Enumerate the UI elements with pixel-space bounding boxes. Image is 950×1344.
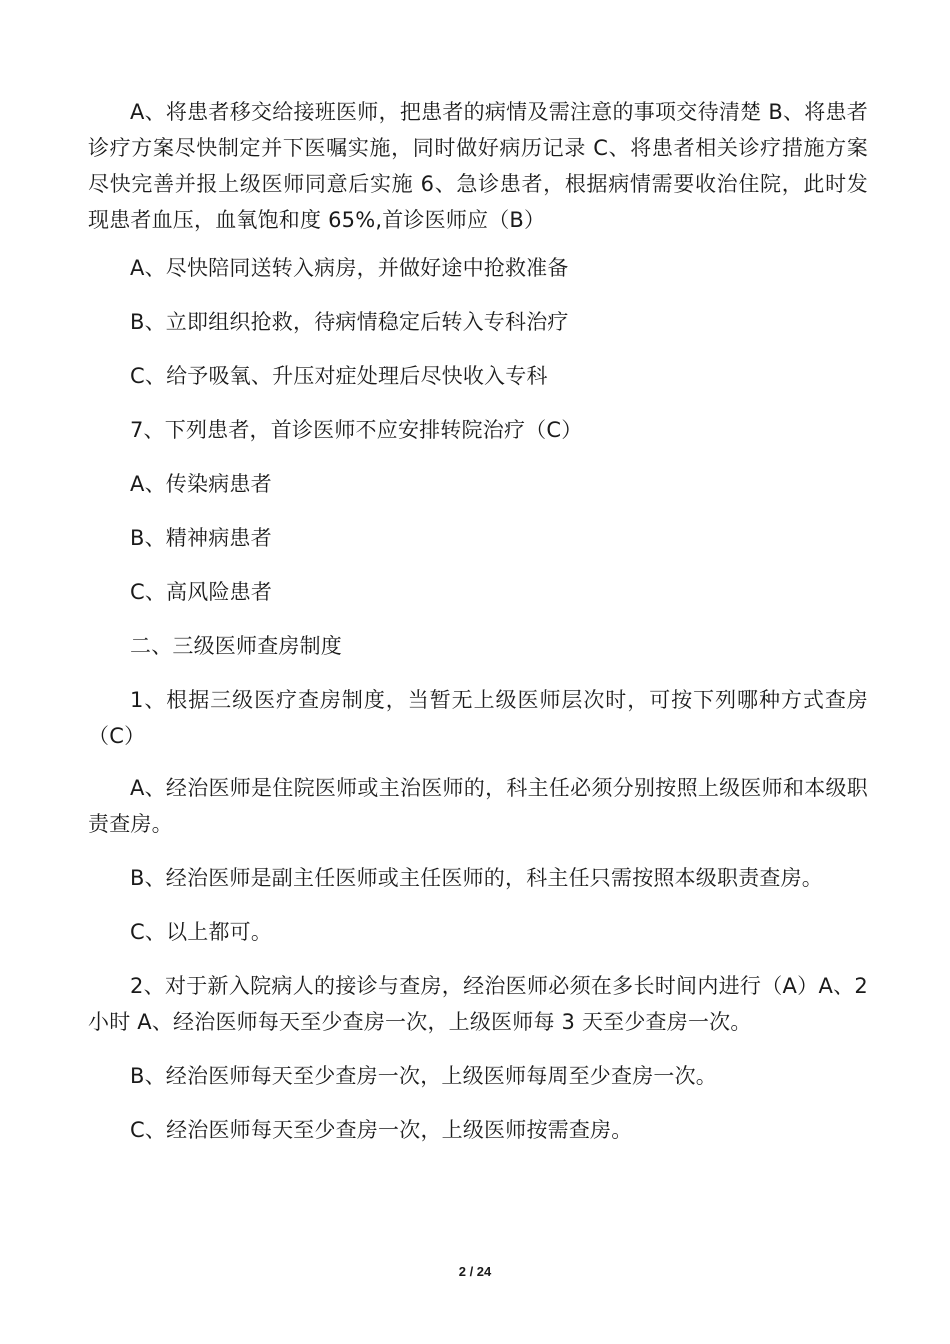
option-c: C、给予吸氧、升压对症处理后尽快收入专科 <box>130 364 548 388</box>
option-a: A、传染病患者 <box>130 472 272 496</box>
page-number: 2 / 24 <box>458 1264 492 1279</box>
option-a: A、经治医师是住院医师或主治医师的，科主任必须分别按照上级医师和本级职责查房。 <box>88 776 868 836</box>
question-1: 1、根据三级医疗查房制度，当暂无上级医师层次时，可按下列哪种方式查房（C） <box>88 688 868 748</box>
paragraph-q5-options-q6: A、将患者移交给接班医师，把患者的病情及需注意的事项交待清楚 B、将患者诊疗方案尽快制定并下医嘱实施，同时做好病历记录 C、将患者相关诊疗措施方案尽快完善并报上级医师同意后实施 6、急诊患者，根据病情需要收治住院，此时发现患者血压，血氧饱和度 65%,首诊医师应（B） <box>88 100 868 232</box>
option-b: B、立即组织抢救，待病情稳定后转入专科治疗 <box>130 310 569 334</box>
option-c: C、高风险患者 <box>130 580 273 604</box>
option-c: C、以上都可。 <box>130 920 273 944</box>
option-b: B、经治医师是副主任医师或主任医师的，科主任只需按照本级职责查房。 <box>130 866 824 890</box>
question-2: 2、对于新入院病人的接诊与查房，经治医师必须在多长时间内进行（A）A、2 小时 A、经治医师每天至少查房一次，上级医师每 3 天至少查房一次。 <box>88 974 868 1034</box>
option-a: A、尽快陪同送转入病房，并做好途中抢救准备 <box>130 256 569 280</box>
question-7: 7、下列患者，首诊医师不应安排转院治疗（C） <box>130 418 583 442</box>
option-c: C、经治医师每天至少查房一次，上级医师按需查房。 <box>130 1118 633 1142</box>
section-heading: 二、三级医师查房制度 <box>130 634 342 658</box>
option-b: B、精神病患者 <box>130 526 272 550</box>
option-b: B、经治医师每天至少查房一次，上级医师每周至少查房一次。 <box>130 1064 718 1088</box>
